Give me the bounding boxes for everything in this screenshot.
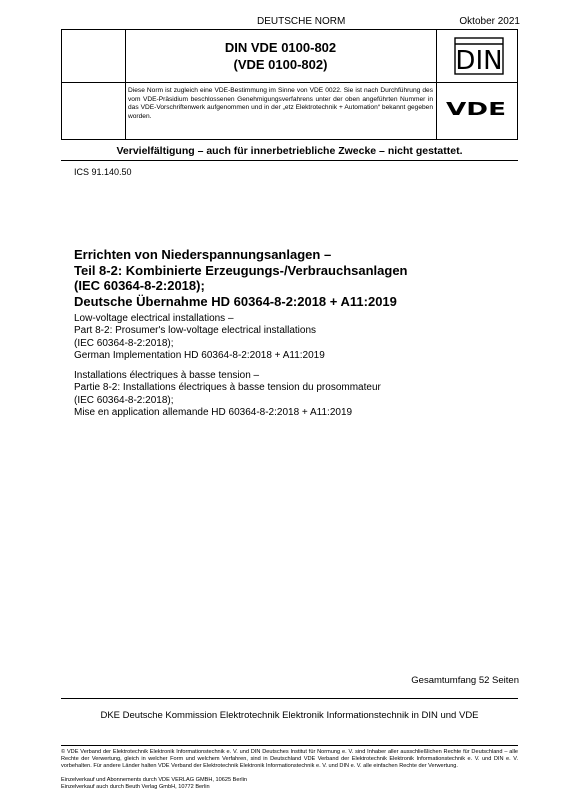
- publication-date: Oktober 2021: [459, 16, 520, 27]
- title-english-line: Part 8-2: Prosumer's low-voltage electrical installations: [74, 325, 317, 337]
- vde-regulation-note: Diese Norm ist zugleich eine VDE-Bestimmung im Sinne von VDE 0022. Sie ist nach Durchführung des vom VDE-Präsidium beschlossenen Genehmigungsverfahrens unter der oben angeführten Nummer in das VDE-Vorschriftenwerk aufgenommen und in der „etz Elektrotechnik + Automation“ bekannt gegeben worden.: [128, 87, 433, 120]
- title-german-line: Teil 8-2: Kombinierte Erzeugungs-/Verbrauchsanlagen: [74, 262, 408, 278]
- title-english-line: (IEC 60364-8-2:2018);: [74, 337, 174, 349]
- title-french-line: Mise en application allemande HD 60364-8-2:2018 + A11:2019: [74, 406, 353, 418]
- copyright-notice: © VDE Verband der Elektrotechnik Elektronik Informationstechnik e. V. und DIN Deutsches Institut für Normung e. V. sind Inhaber aller ausschließlichen Rechte für Deutschland – alle Rechte der Verwertung, gleich in welcher Form und welchem Verfahren, sind in Deutschland VDE Verband der Elektrotechnik Elektronik Informationstechnik e. V. und DIN e. V. vorbehalten. Für andere Länder halten VDE Verband der Elektrotechnik Elektronik Informationstechnik e. V. und DIN e. V. alle einfachen Rechte der Verwertung.: [61, 749, 518, 769]
- divider-footer: [61, 745, 518, 746]
- title-french-line: (IEC 60364-8-2:2018);: [74, 394, 174, 406]
- divider-top: [61, 160, 518, 161]
- title-english-line: German Implementation HD 60364-8-2:2018 + A11:2019: [74, 349, 325, 361]
- box-divider-right: [436, 30, 437, 139]
- title-english-line: Low-voltage electrical installations –: [74, 313, 234, 324]
- standard-header-box: [61, 29, 518, 140]
- title-french-line: Installations électriques à basse tension –: [74, 370, 260, 381]
- sales-line: Einzelverkauf und Abonnements durch VDE VERLAG GMBH, 10625 Berlin: [61, 777, 247, 783]
- reproduction-notice: Vervielfältigung – auch für innerbetriebliche Zwecke – nicht gestattet.: [116, 145, 463, 157]
- sales-line: Einzelverkauf auch durch Beuth Verlag GmbH, 10772 Berlin: [61, 784, 210, 790]
- vde-logo: [445, 100, 507, 116]
- title-german: [74, 247, 514, 309]
- total-pages: Gesamtumfang 52 Seiten: [411, 675, 519, 686]
- title-german-line: Deutsche Übernahme HD 60364-8-2:2018 + A11:2019: [74, 293, 397, 309]
- standard-number-line1: DIN VDE 0100-802: [224, 40, 337, 55]
- din-logo-text: DIN: [455, 46, 503, 75]
- box-divider-horizontal: [62, 82, 517, 83]
- title-german-line: Errichten von Niederspannungsanlagen –: [74, 247, 332, 262]
- title-french: [74, 370, 514, 419]
- title-german-line: (IEC 60364-8-2:2018);: [74, 278, 205, 293]
- vde-logo-text: VDE: [446, 100, 506, 116]
- standard-number: [126, 39, 435, 73]
- document-type-label: DEUTSCHE NORM: [257, 16, 346, 27]
- dke-commission: DKE Deutsche Kommission Elektrotechnik Elektronik Informationstechnik in DIN und VDE: [100, 710, 479, 721]
- ics-code: ICS 91.140.50: [74, 167, 132, 177]
- divider-bottom: [61, 698, 518, 699]
- title-french-line: Partie 8-2: Installations électriques à basse tension du prosommateur: [74, 382, 381, 394]
- standard-number-line2: (VDE 0100-802): [233, 57, 328, 72]
- title-english: [74, 313, 514, 362]
- din-logo: [454, 37, 504, 75]
